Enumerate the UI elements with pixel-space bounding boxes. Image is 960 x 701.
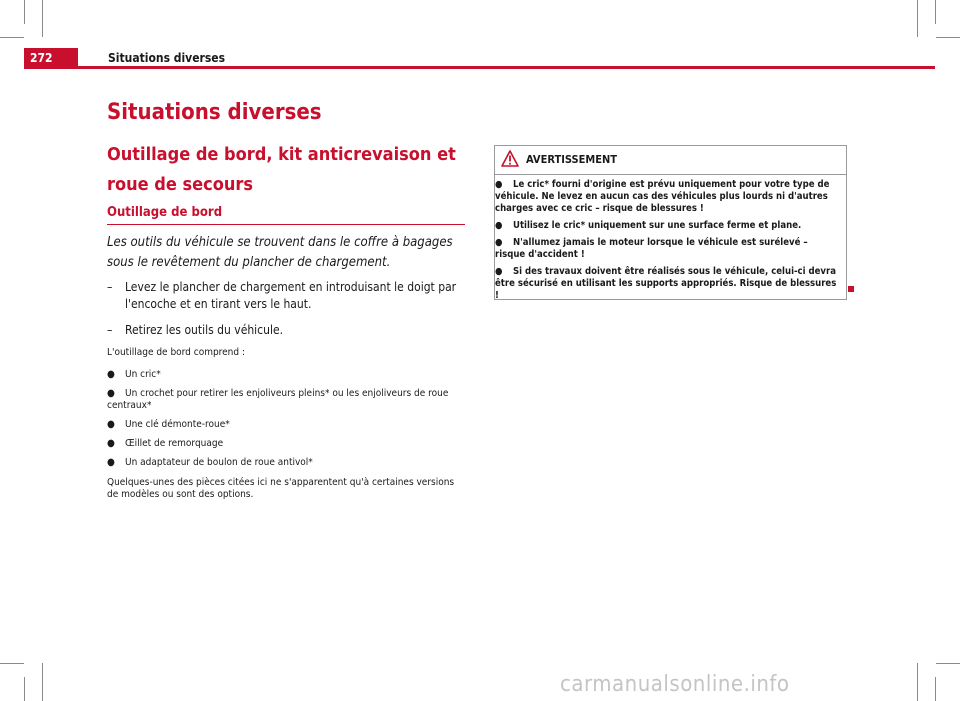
bullet-icon: ● xyxy=(495,237,503,248)
tool-item xyxy=(107,369,467,381)
crop-mark xyxy=(42,663,43,701)
warning-text: Utilisez le cric* uniquement sur une surface ferme et plane. xyxy=(513,220,802,231)
warning-triangle-icon xyxy=(501,150,519,167)
tools-list xyxy=(107,369,467,476)
tool-item xyxy=(107,438,467,450)
crop-mark xyxy=(917,0,918,37)
crop-mark xyxy=(936,663,960,664)
bullet-icon: ● xyxy=(107,388,115,399)
warning-list xyxy=(495,179,838,307)
options-note: Quelques-unes des pièces citées ici ne s'apparentent qu'à certaines versions de modèles ou sont des options. xyxy=(107,477,455,500)
step-item xyxy=(107,279,467,313)
chapter-title: Situations diverses xyxy=(107,100,322,125)
warning-text: Si des travaux doivent être réalisés sous le véhicule, celui-ci devra être sécurisé en utilisant les supports appropriés. Risque de blessures ! xyxy=(495,266,837,301)
dash-marker: – xyxy=(107,323,113,337)
crop-mark xyxy=(24,677,25,701)
bullet-icon: ● xyxy=(107,369,115,380)
tool-text: Un cric* xyxy=(125,369,161,380)
tools-lead: L'outillage de bord comprend : xyxy=(107,347,245,358)
warning-header xyxy=(495,146,846,175)
page-number: 272 xyxy=(30,51,53,65)
tool-item xyxy=(107,457,467,469)
warning-item xyxy=(495,179,838,215)
tool-text: Œillet de remorquage xyxy=(125,438,224,449)
watermark: carmanualsonline.info xyxy=(560,672,790,697)
crop-mark xyxy=(0,37,24,38)
crop-mark xyxy=(24,0,25,24)
dash-marker: – xyxy=(107,280,113,294)
warning-text: Le cric* fourni d'origine est prévu uniquement pour votre type de véhicule. Ne levez en aucun cas des véhicules plus lourds ni d'autres charges avec ce cric – risque de blessures ! xyxy=(495,179,830,214)
crop-mark xyxy=(936,37,960,38)
crop-mark xyxy=(0,663,24,664)
crop-mark xyxy=(935,0,936,24)
warning-text: N'allumez jamais le moteur lorsque le véhicule est surélevé – risque d'accident ! xyxy=(495,237,808,260)
warning-item xyxy=(495,220,838,232)
section-end-mark xyxy=(848,286,854,292)
step-item xyxy=(107,322,467,339)
tool-text: Une clé démonte-roue* xyxy=(125,419,230,430)
crop-mark xyxy=(935,677,936,701)
bullet-icon: ● xyxy=(495,220,503,231)
crop-mark xyxy=(42,0,43,37)
tool-text: Un adaptateur de boulon de roue antivol* xyxy=(125,457,313,468)
step-text: Retirez les outils du véhicule. xyxy=(125,323,284,337)
tool-item xyxy=(107,388,467,412)
warning-item xyxy=(495,266,838,302)
warning-item xyxy=(495,237,838,261)
section-title: Outillage de bord, kit anticrevaison et roue de secours xyxy=(107,144,456,195)
bullet-icon: ● xyxy=(107,438,115,449)
running-title: Situations diverses xyxy=(108,51,226,65)
tool-item xyxy=(107,419,467,431)
intro-paragraph: Les outils du véhicule se trouvent dans le coffre à bagages sous le revêtement du plancher de chargement. xyxy=(107,235,453,270)
step-text: Levez le plancher de chargement en introduisant le doigt par l'encoche et en tirant vers le haut. xyxy=(125,280,457,311)
bullet-icon: ● xyxy=(107,419,115,430)
subsection-rule xyxy=(107,224,465,225)
subsection-title: Outillage de bord xyxy=(107,205,223,220)
bullet-icon: ● xyxy=(495,266,503,277)
bullet-icon: ● xyxy=(107,457,115,468)
header-rule xyxy=(24,66,935,69)
warning-box xyxy=(494,145,847,300)
warning-title: AVERTISSEMENT xyxy=(526,153,618,166)
steps-list xyxy=(107,279,467,348)
bullet-icon: ● xyxy=(495,179,503,190)
tool-text: Un crochet pour retirer les enjoliveurs pleins* ou les enjoliveurs de roue centraux* xyxy=(107,388,449,411)
crop-mark xyxy=(917,663,918,701)
